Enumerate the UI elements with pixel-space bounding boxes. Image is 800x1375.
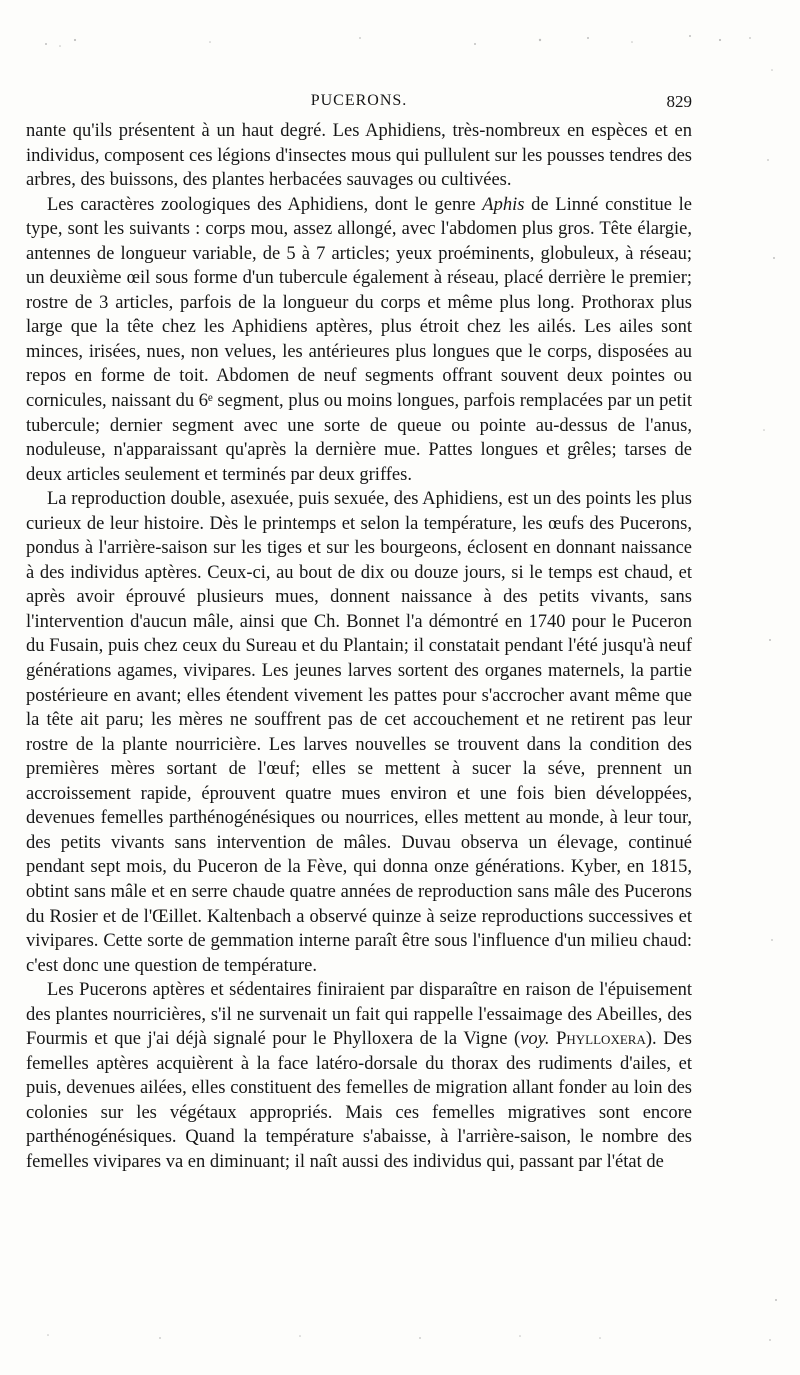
genus-name: Aphis: [482, 194, 525, 215]
running-head: PUCERONS.: [310, 92, 408, 109]
paragraph: La reproduction double, asexuée, puis sexuée, des Aphidiens, est un des points les plus curieux de leur histoire. Dès le printemps et selon la température, les œufs des Pucerons, pondus à l'arrière-saison sur les tiges et sur les bourgeons, éclosent en donnant naissance à des individus aptères. Ceux-ci, au bout de dix ou douze jours, si le temps est chaud, et après avoir éprouvé plusieurs mues, donnent naissance à des petits vivants, sans l'intervention d'aucun mâle, ainsi que Ch. Bonnet l'a démontré en 1740 pour le Puceron du Fusain, puis chez ceux du Sureau et du Plantain; il constatait pendant l'été jusqu'à neuf générations agames, vivipares. Les jeunes larves sortent des organes maternels, la partie postérieure en avant; elles étendent vivement les pattes pour s'accrocher avant même que la tête ait paru; les mères ne souffrent pas de cet accouchement et ne retirent pas leur rostre de la plante nourricière. Les larves nouvelles se trouvent dans la condition des premières mères sortant de l'œuf; elles se mettent à sucer la séve, prennent un accroissement rapide, éprouvent quatre mues environ et une fois bien développées, devenues femelles parthénogénésiques ou nourrices, elles mettent au monde, à leur tour, des petits vivants sans intervention de mâles. Duvau observa un élevage, continué pendant sept mois, du Puceron de la Fève, qui donna onze générations. Kyber, en 1815, obtint sans mâle et en serre chaude quatre années de reproduction sans mâle des Pucerons du Rosier et de l'Œillet. Kaltenbach a observé quinze à seize reproductions successives et vivipares. Cette sorte de gemmation interne paraît être sous l'influence d'un milieu chaud: c'est donc une question de température.: [26, 489, 692, 976]
body-text: [26, 119, 692, 1175]
cross-reference-term: Phylloxera: [556, 1029, 646, 1050]
paragraph: [26, 978, 692, 1174]
cross-reference-voy: voy.: [520, 1029, 550, 1050]
paragraph-text: Les caractères zoologiques des Aphidiens, dont le genre: [47, 194, 483, 215]
paragraph: [26, 193, 692, 488]
paragraph-text: Les Pucerons aptères et sédentaires finiraient par disparaître en raison de l'épuisement des plantes nourricières, s'il ne survenait un fait qui rappelle l'essaimage des Abeilles, des Fourmis et que j'ai déjà signalé pour le Phylloxera de la Vigne (: [26, 980, 692, 1050]
page-number: 829: [666, 92, 692, 111]
paragraph-text: ). Des femelles aptères acquièrent à la face latéro-dorsale du thorax des rudiments d'ailes, et puis, devenues ailées, elles constituent des femelles de migration allant fonder au loin des colonies sur les végétaux appropriés. Mais ces femelles migratives sont encore parthénogénésiques. Quand la température s'abaisse, à l'arrière-saison, le nombre des femelles vivipares va en diminuant; il naît aussi des individus qui, passant par l'état de: [26, 1029, 693, 1172]
paragraph-text: de Linné constitue le type, sont les suivants : corps mou, assez allongé, avec l'abdomen plus gros. Tête élargie, antennes de longueur variable, de 5 à 7 articles; yeux proéminents, globuleux, à réseau; un deuxième œil sous forme d'un tubercule également à réseau, placé derrière le premier; rostre de 3 articles, parfois de la longueur du corps et même plus long. Prothorax plus large que la tête chez les Aphidiens aptères, plus étroit chez les ailés. Les ailes sont minces, irisées, nues, non velues, les antérieures plus longues que le corps, disposées au repos en forme de toit. Abdomen de neuf segments offrant souvent deux pointes ou cornicules, naissant du 6ᵉ segment, plus ou moins longues, parfois remplacées par un petit tubercule; dernier segment avec une sorte de queue ou pointe au-dessus de l'anus, noduleuse, n'apparaissant qu'après la dernière mue. Pattes longues et grêles; tarses de deux articles seulement et terminés par deux griffes.: [26, 194, 692, 485]
paragraph: nante qu'ils présentent à un haut degré. Les Aphidiens, très-nombreux en espèces et en individus, composent ces légions d'insectes mous qui pullulent sur les pousses tendres des arbres, des buissons, des plantes herbacées sauvages ou cultivées.: [26, 121, 692, 191]
page-header: [26, 92, 692, 116]
